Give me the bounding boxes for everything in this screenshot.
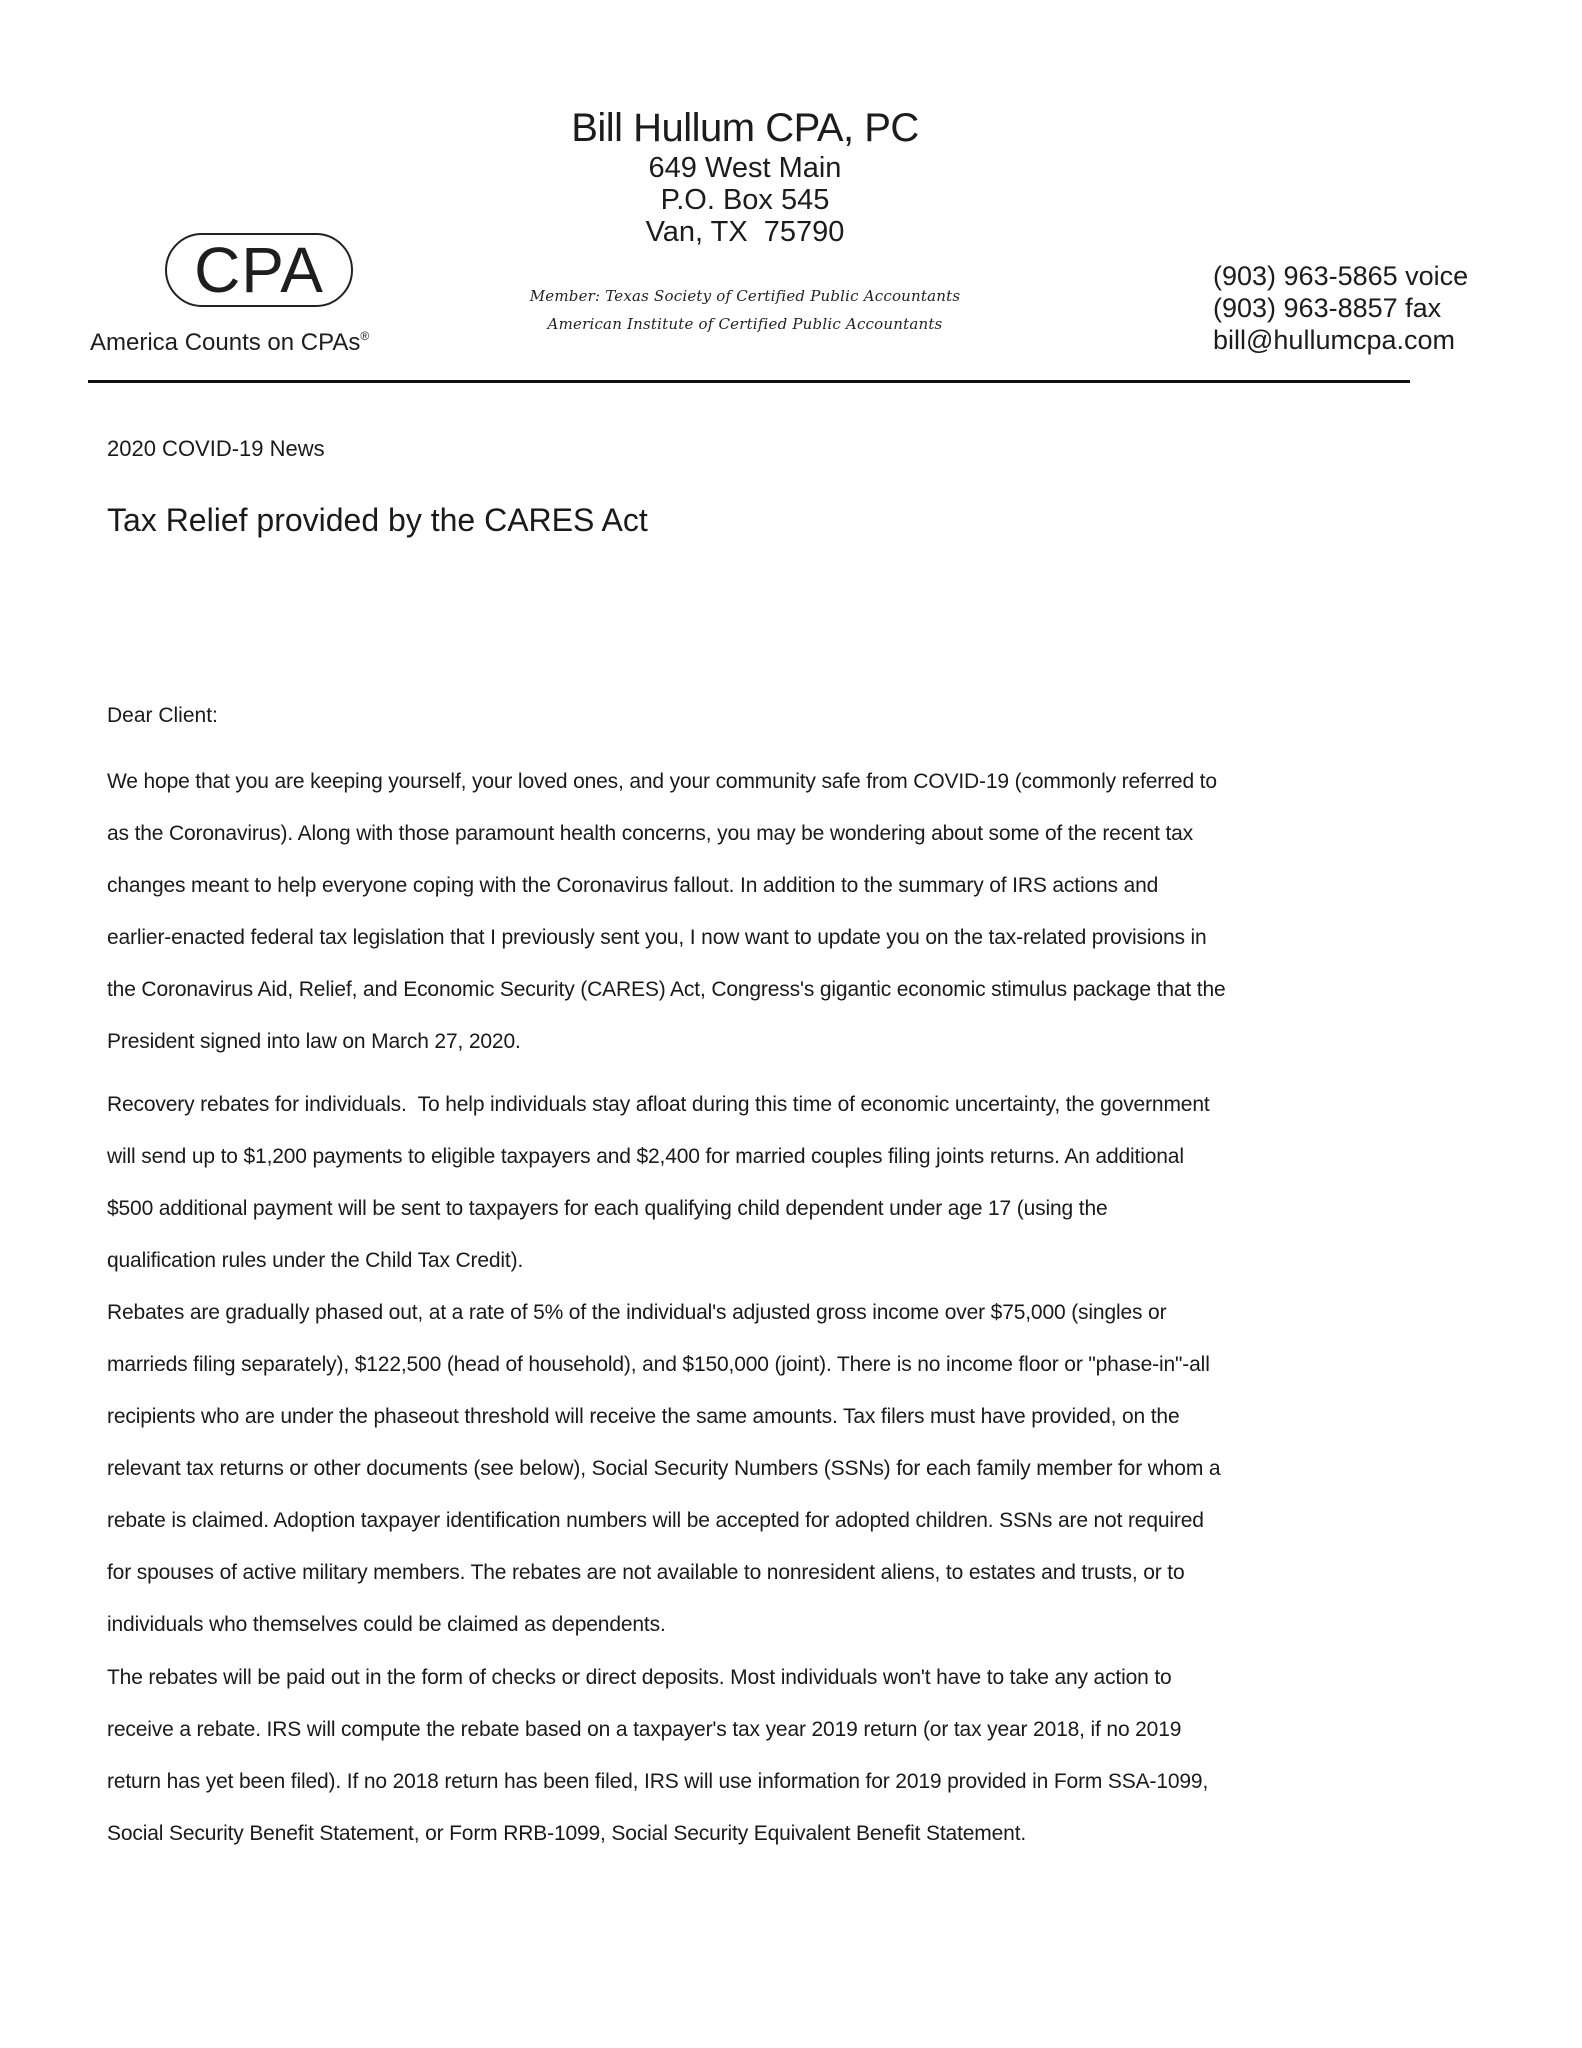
- text-line: as the Coronavirus). Along with those paramount health concerns, you may be wondering about some of the recent tax: [107, 822, 1194, 845]
- text-line: the Coronavirus Aid, Relief, and Economic Security (CARES) Act, Congress's gigantic economic stimulus package that the: [107, 978, 1226, 1001]
- text-line: $500 additional payment will be sent to taxpayers for each qualifying child dependent under age 17 (using the: [107, 1197, 1108, 1220]
- email-link[interactable]: bill@hullumcpa.com: [1213, 325, 1455, 355]
- text-line: Rebates are gradually phased out, at a rate of 5% of the individual's adjusted gross income over $75,000 (singles or: [107, 1301, 1167, 1324]
- text-line: qualification rules under the Child Tax Credit).: [107, 1249, 524, 1272]
- membership-aicpa: American Institute of Certified Public Accountants: [547, 315, 943, 333]
- phone-fax: (903) 963-8857 fax: [1213, 293, 1442, 323]
- text-line: for spouses of active military members. The rebates are not available to nonresident aliens, to estates and trusts, or to: [107, 1561, 1185, 1584]
- paragraph-phaseout: [107, 1287, 1427, 1651]
- page-title: Tax Relief provided by the CARES Act: [107, 502, 648, 538]
- text-line: rebate is claimed. Adoption taxpayer identification numbers will be accepted for adopted children. SSNs are not required: [107, 1509, 1204, 1532]
- text-line: The rebates will be paid out in the form of checks or direct deposits. Most individuals won't have to take any action to: [107, 1666, 1172, 1689]
- salutation: Dear Client:: [107, 704, 218, 727]
- phone-voice: (903) 963-5865 voice: [1213, 261, 1469, 291]
- address-line-street: 649 West Main: [648, 152, 842, 184]
- text-line: relevant tax returns or other documents (see below), Social Security Numbers (SSNs) for each family member for whom a: [107, 1457, 1221, 1480]
- logo-tagline-text: America Counts on CPAs: [90, 329, 361, 356]
- text-line: receive a rebate. IRS will compute the rebate based on a taxpayer's tax year 2019 return (or tax year 2018, if no 2019: [107, 1718, 1182, 1741]
- text-line: Social Security Benefit Statement, or Form RRB-1099, Social Security Equivalent Benefit Statement.: [107, 1822, 1027, 1845]
- logo-tagline: [90, 321, 370, 358]
- text-line: return has yet been filed). If no 2018 return has been filed, IRS will use information for 2019 provided in Form SSA-1099,: [107, 1770, 1209, 1793]
- firm-name: Bill Hullum CPA, PC: [571, 106, 919, 150]
- paragraph-payment-method: [107, 1652, 1427, 1860]
- firm-letterhead: [545, 104, 945, 248]
- text-line: President signed into law on March 27, 2020.: [107, 1030, 521, 1053]
- registered-mark-icon: ®: [360, 329, 370, 343]
- paragraph-intro: [107, 756, 1427, 1068]
- text-line: changes meant to help everyone coping with the Coronavirus fallout. In addition to the summary of IRS actions and: [107, 874, 1159, 897]
- letterhead-divider: [88, 380, 1410, 383]
- address-line-city: Van, TX 75790: [645, 216, 845, 248]
- address-line-po-box: P.O. Box 545: [660, 184, 830, 216]
- text-line: recipients who are under the phaseout threshold will receive the same amounts. Tax filers must have provided, on the: [107, 1405, 1180, 1428]
- contact-info: [1213, 260, 1533, 356]
- text-line: marrieds filing separately), $122,500 (head of household), and $150,000 (joint). There is no income floor or "phase-in"-all: [107, 1353, 1210, 1376]
- text-line: will send up to $1,200 payments to eligible taxpayers and $2,400 for married couples filing joints returns. An additional: [107, 1145, 1184, 1168]
- text-line: individuals who themselves could be claimed as dependents.: [107, 1613, 666, 1636]
- text-line: earlier-enacted federal tax legislation that I previously sent you, I now want to update you on the tax-related provisions in: [107, 926, 1207, 949]
- text-line: We hope that you are keeping yourself, your loved ones, and your community safe from COVID-19 (commonly referred to: [107, 770, 1217, 793]
- paragraph-recovery-rebates: [107, 1079, 1427, 1287]
- cpa-logo-icon: [165, 233, 353, 307]
- membership-tscpa: Member: Texas Society of Certified Public Accountants: [529, 287, 961, 305]
- cpa-logo-mark: CPA: [194, 234, 324, 306]
- news-kicker: 2020 COVID-19 News: [107, 436, 325, 461]
- text-line: Recovery rebates for individuals. To help individuals stay afloat during this time of economic uncertainty, the government: [107, 1093, 1210, 1116]
- memberships: [505, 282, 985, 338]
